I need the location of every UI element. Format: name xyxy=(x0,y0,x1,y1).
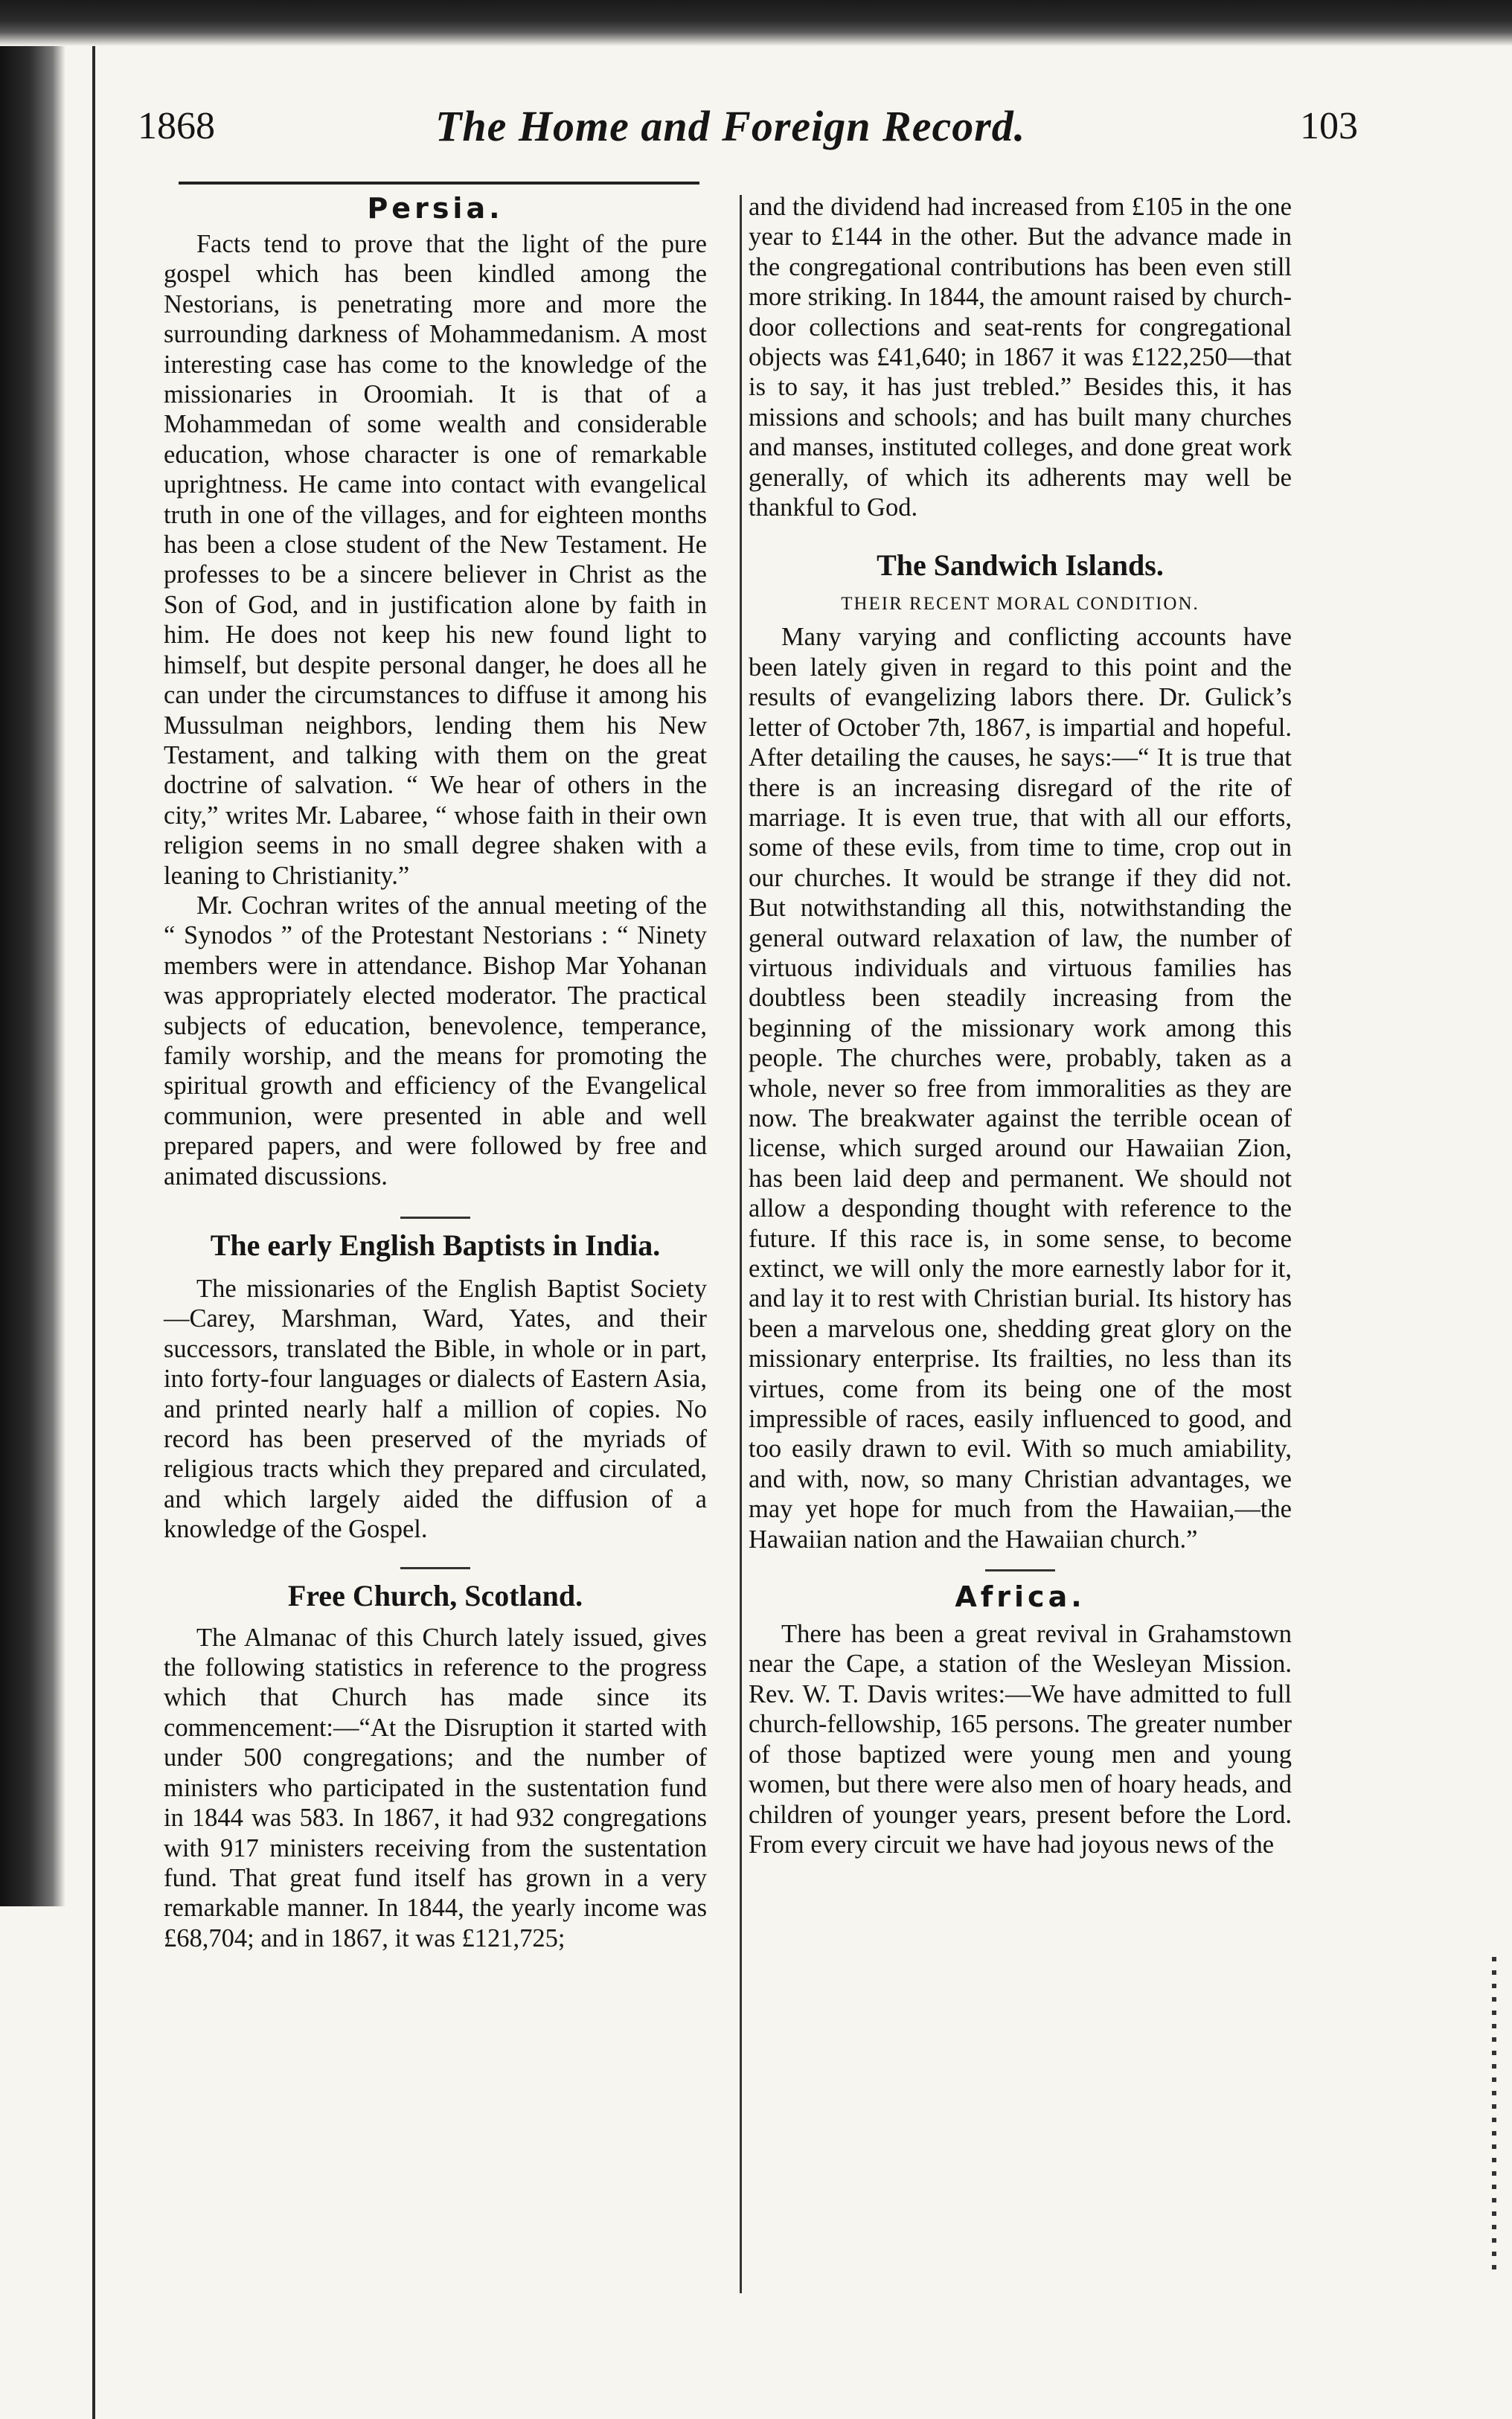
free-church-paragraph: The Almanac of this Church lately issued, gives the following statistics in reference to the progress which that Church has made since its commencement:—“At the Disruption it started with under 500 congregations; and the number of ministers who participated in the sustentation fund in 1844 was 583. In 1867, it had 932 congregations with 917 ministers receiving from the sustentation fund. That great fund itself has grown in a very remarkable manner. In 1844, the yearly income was £68,704; and in 1867, it was £121,725; xyxy=(164,1623,707,1952)
persia-paragraph-1: Facts tend to prove that the light of the pure gospel which has been kindled among the Nestorians, is penetrating more and more the surrounding darkness of Mohammedanism. A most interesting case has come to the knowledge of the missionaries in Oroomiah. It is that of a Mohammedan of some wealth and considerable education, whose character is one of remarkable uprightness. He came into contact with evangelical truth in one of the villages, and for eighteen months has been a close student of the New Testament. He professes to be a sincere believer in Christ as the Son of God, and in justification alone by faith in him. He does not keep his new found light to himself, but despite personal danger, he does all he can under the circumstances to diffuse it among his Mussulman neighbors, lending them his New Testament, and talking with them on the great doctrine of salvation. “ We hear of others in the city,” writes Mr. Labaree, “ whose faith in their own religion seems in no small degree shaken with a leaning to Christianity.” xyxy=(164,230,707,890)
heading-free-church: Free Church, Scotland. xyxy=(287,1578,583,1612)
section-divider xyxy=(985,1569,1055,1571)
right-column xyxy=(749,192,1292,1859)
heading-persia: Persia. xyxy=(367,192,504,225)
baptists-paragraph: The missionaries of the English Baptist Society—Carey, Marshman, Ward, Yates, and their successors, translated the Bible, in whole or in part, into forty-four languages or dialects of Eastern Asia, and printed nearly half a million of copies. No record has been preserved of the myriads of religious tracts which they prepared and circulated, and which largely aided the diffusion of a knowledge of the Gospel. xyxy=(164,1275,707,1544)
column-rule xyxy=(740,195,742,2293)
persia-paragraph-2: Mr. Cochran writes of the annual meeting of the “ Synodos ” of the Protestant Nestorians : “ Ninety members were in attendance. Bishop Mar Yohanan was appropriately elected moderator. The practical subjects of education, benevolence, temperance, family worship, and the means for promoting the spiritual growth and efficiency of the Evangelical communion, were presented in able and well prepared papers, and were followed by free and animated discussions. xyxy=(164,891,707,1191)
header-rule xyxy=(179,182,699,185)
header-year: 1868 xyxy=(138,105,215,147)
sandwich-paragraph: Many varying and conflicting accounts have been lately given in regard to this point and the results of evangelizing labors there. Dr. Gulick’s letter of October 7th, 1867, is impartial and hopeful. After detailing the causes, he says:—“ It is true that there is an increasing disregard of the rite of marriage. It is even true, that with all our efforts, some of these evils, from time to time, crop out in our churches. It would be strange if they did not. But notwithstanding all this, notwithstanding the general outward relaxation of law, the number of virtuous individuals and virtuous families has doubtless been steadily increasing from the beginning of the missionary work among this people. The churches were, probably, taken as a whole, never so free from immoralities as they are now. The breakwater against the terrible ocean of license, which surged around our Hawaiian Zion, has been laid deep and permanent. We should not allow a desponding thought with reference to the future. If this race is, in some sense, to become extinct, we will only the more earnestly labor for it, and lay it to rest with Christian burial. Its history has been a marvelous one, shedding great glory on the missionary enterprise. Its frailties, no less than its virtues, come from its being one of the most impressible of races, easily influenced to good, and too easily drawn to evil. With so much amiability, and with, now, so many Christian advantages, we may yet hope for much from the Hawaiian,—the Hawaiian nation and the Hawaiian church.” xyxy=(749,623,1292,1554)
africa-paragraph: There has been a great revival in Grahamstown near the Cape, a station of the Wesleyan Mission. Rev. W. T. Davis writes:—We have admitted to full church-fellowship, 165 persons. The greater number of those baptized were young men and young women, but there were also men of hoary heads, and children of younger years, present before the Lord. From every circuit we have had joyous news of the xyxy=(749,1620,1292,1859)
heading-baptists: The early English Baptists in India. xyxy=(210,1228,661,1262)
scan-left-edge xyxy=(0,46,65,1906)
page-number: 103 xyxy=(1300,105,1358,147)
scan-top-edge xyxy=(0,0,1512,46)
heading-africa: Africa. xyxy=(955,1580,1086,1614)
left-column xyxy=(164,192,707,1953)
scan-right-marks xyxy=(1492,1957,1496,2269)
subheading-moral-condition: THEIR RECENT MORAL CONDITION. xyxy=(841,594,1199,615)
margin-line xyxy=(92,46,95,2419)
header-title: The Home and Foreign Record. xyxy=(435,102,1026,150)
heading-sandwich-islands: The Sandwich Islands. xyxy=(877,548,1164,583)
section-divider xyxy=(400,1567,470,1569)
free-church-continued: and the dividend had increased from £105 in the one year to £144 in the other. But the advance made in the congregational contributions has been even still more striking. In 1844, the amount raised by church-door collections and seat-rents for congregational objects was £41,640; in 1867 it was £122,250—that is to say, it has just trebled.” Besides this, it has missions and schools; and has built many churches and manses, instituted colleges, and done great work generally, of which its adherents may well be thankful to God. xyxy=(749,193,1292,522)
section-divider xyxy=(400,1217,470,1219)
running-header xyxy=(138,104,1358,164)
